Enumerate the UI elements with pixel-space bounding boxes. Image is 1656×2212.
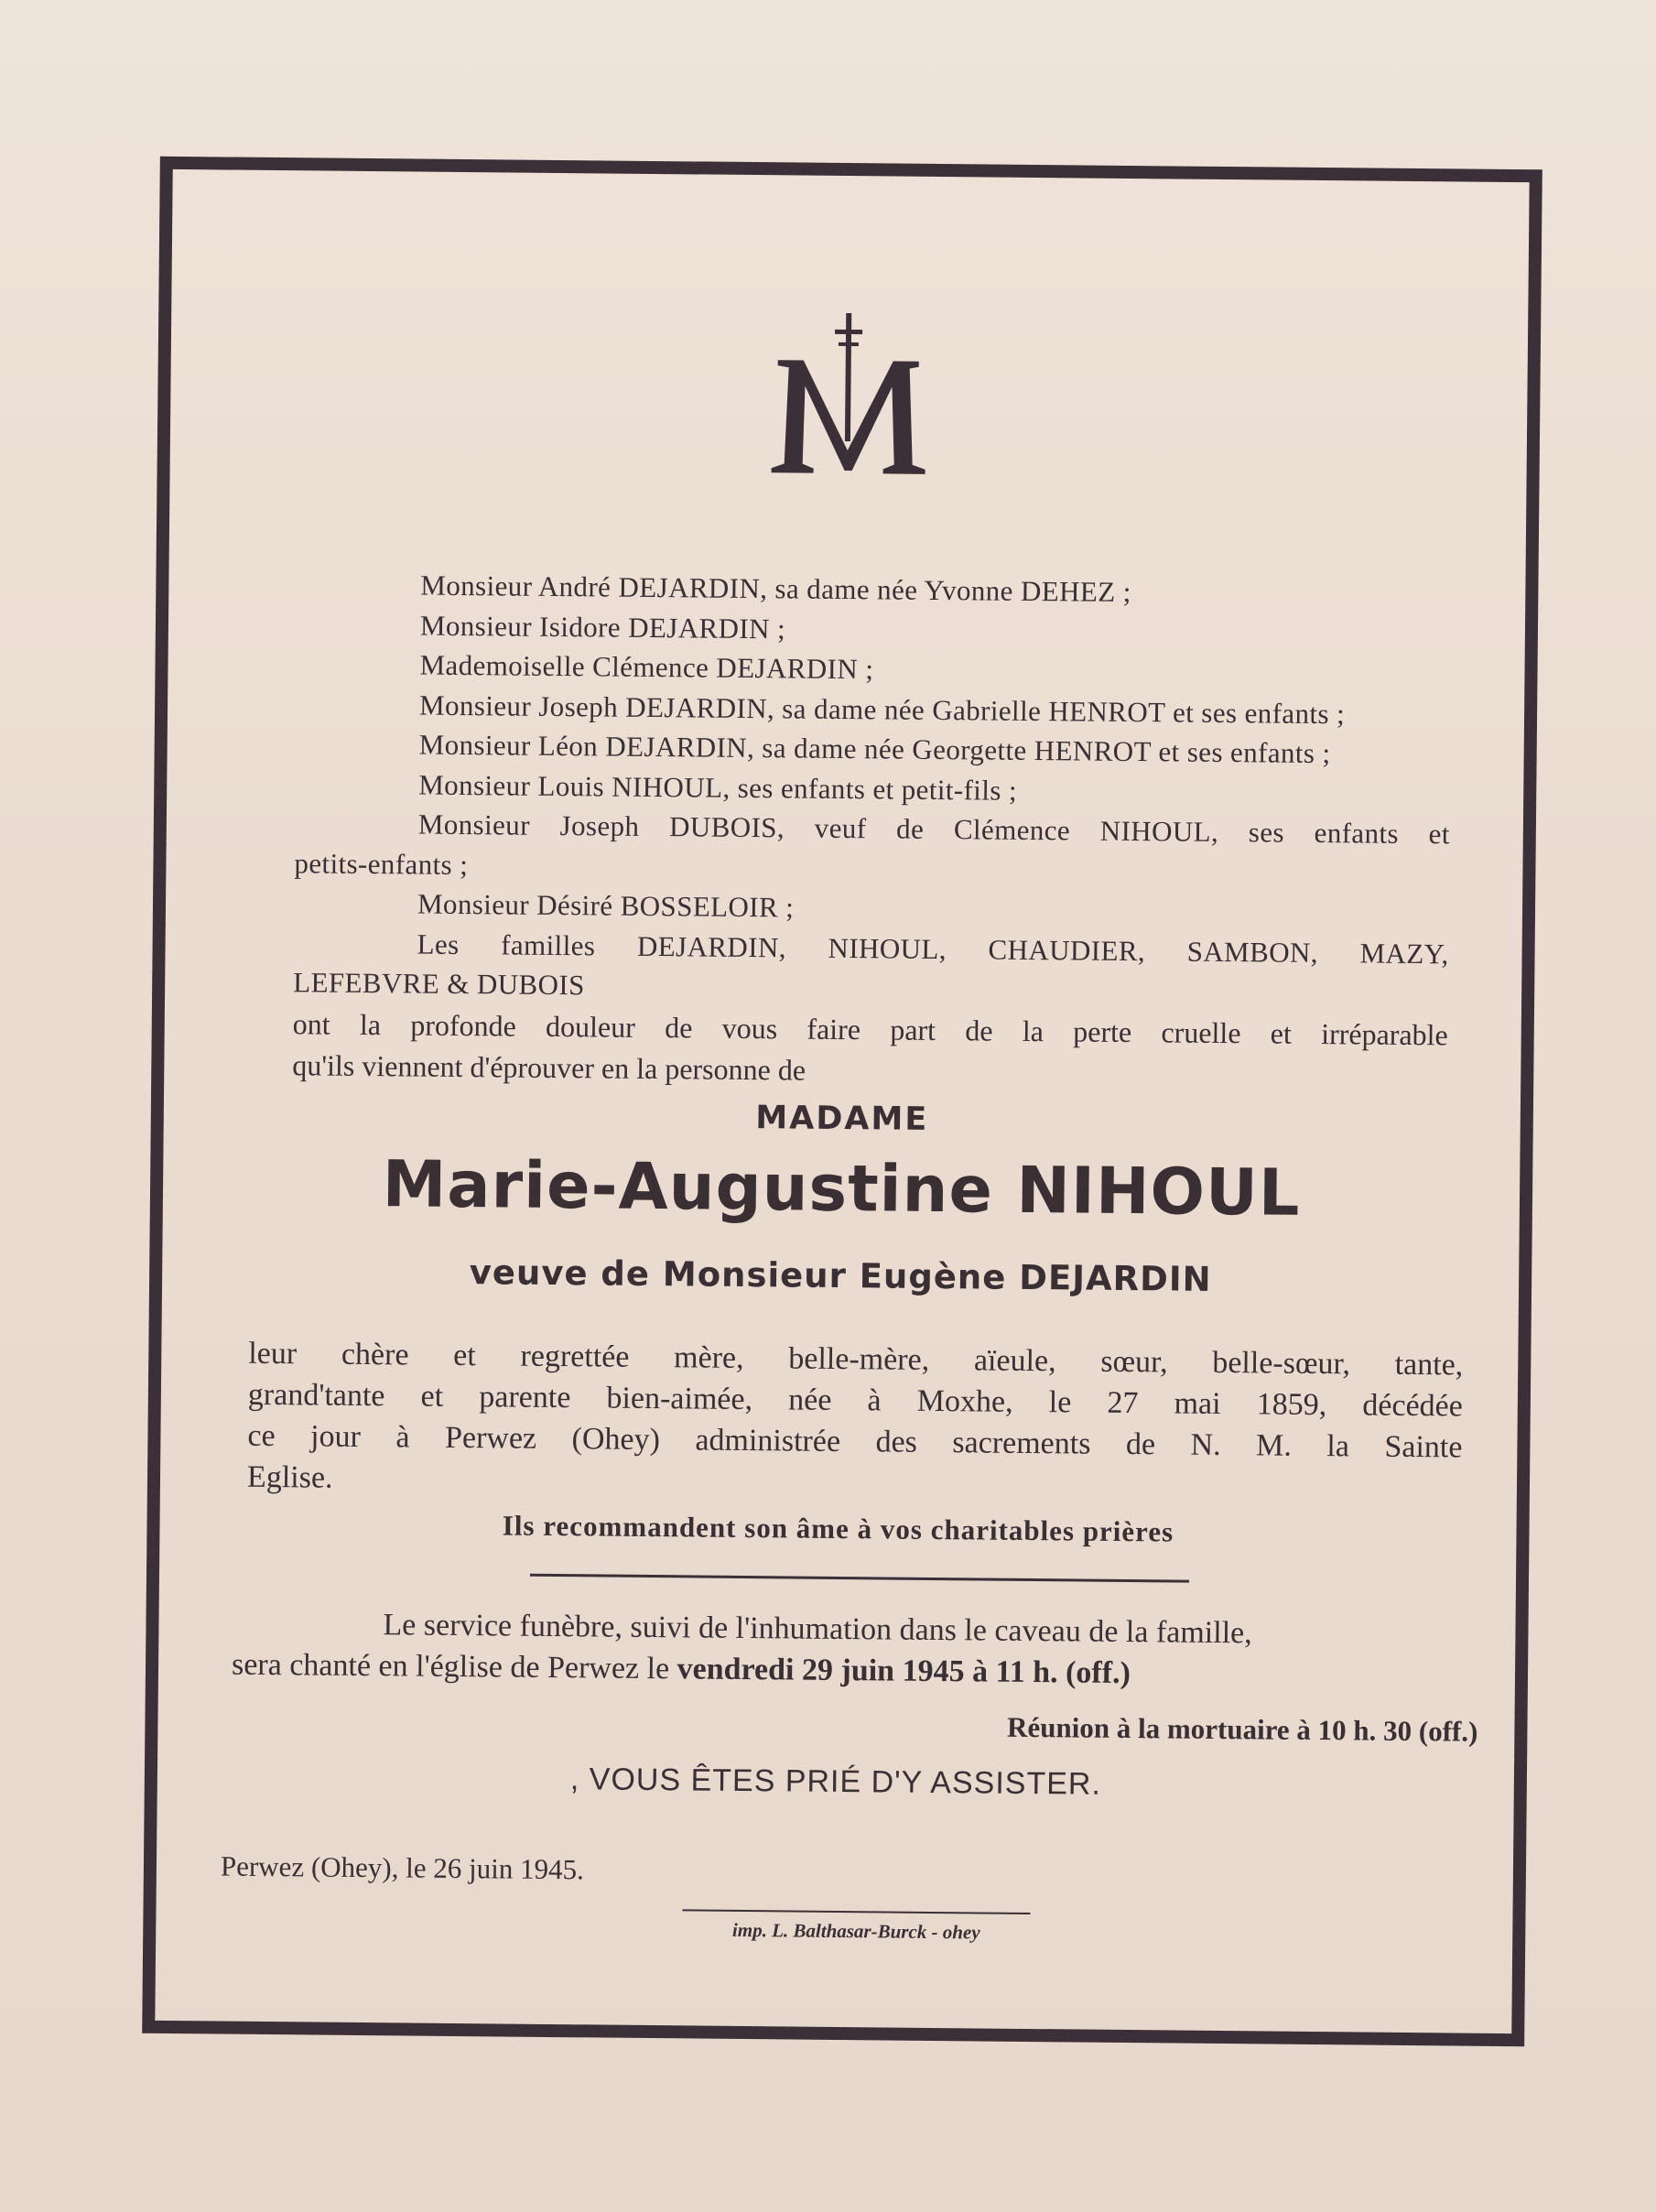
mourner-line: Monsieur Léon DEJARDIN, sa dame née Georgette HENROT et ses enfants ; [418, 728, 1331, 770]
divider-rule [530, 1574, 1189, 1583]
reunion-notice: Réunion à la mortuaire à 10 h. 30 (off.) [1006, 1710, 1478, 1748]
announcement-line: qu'ils viennent d'éprouver en la personne de [292, 1048, 806, 1087]
notice-content [155, 169, 1529, 2033]
mourner-line-continued: LEFEBVRE & DUBOIS [293, 966, 585, 1002]
mourner-line: Monsieur Désiré BOSSELOIR ; [417, 887, 795, 924]
invitation-line: , VOUS ÊTES PRIÉ D'Y ASSISTER. [569, 1762, 1102, 1802]
service-date-time: vendredi 29 juin 1945 à 11 h. (off.) [676, 1652, 1131, 1691]
biography-line: leur chère et regrettée mère, belle-mère, aïeule, sœur, belle-sœur, tante, [248, 1336, 1464, 1382]
honorific-title: MADAME [755, 1100, 929, 1138]
mourners-list [293, 564, 1453, 1014]
mourning-border-frame [142, 157, 1542, 2046]
mourner-line: Monsieur André DEJARDIN, sa dame née Yvonne DEHEZ ; [420, 569, 1131, 609]
marian-cross-m-icon [756, 312, 941, 488]
mourner-line: Monsieur Joseph DEJARDIN, sa dame née Gabrielle HENROT et ses enfants ; [418, 689, 1346, 730]
marian-monogram [756, 312, 941, 488]
prayer-recommendation: Ils recommandent son âme à vos charitables prières [502, 1509, 1174, 1548]
widow-of-line: veuve de Monsieur Eugène DEJARDIN [469, 1252, 1212, 1299]
announcement-line: ont la profonde douleur de vous faire part de la perte cruelle et irréparable [292, 1007, 1448, 1052]
service-line: Le service funèbre, suivi de l'inhumation dans le caveau de la famille, [383, 1608, 1252, 1651]
service-line-plain: sera chanté en l'église de Perwez le [231, 1647, 677, 1686]
biography-line: grand'tante et parente bien-aimée, née à Moxhe, le 27 mai 1859, décédée [247, 1377, 1464, 1424]
printer-credit: imp. L. Balthasar-Burck - ohey [731, 1918, 980, 1944]
biography-line: Eglise. [246, 1459, 333, 1495]
funeral-service-text [232, 1603, 1479, 1697]
mourner-line: Monsieur Louis NIHOUL, ses enfants et petit-fils ; [418, 768, 1018, 807]
mourner-line: Mademoiselle Clémence DEJARDIN ; [419, 648, 874, 686]
mourner-line-continued: petits-enfants ; [294, 846, 469, 881]
mourner-line: Monsieur Joseph DUBOIS, veuf de Clémence NIHOUL, ses enfants et [417, 808, 1451, 851]
deceased-name: Marie-Augustine NIHOUL [382, 1146, 1301, 1231]
biography-line: ce jour à Perwez (Ohey) administrée des sacrements de N. M. la Sainte [247, 1418, 1463, 1465]
place-and-date: Perwez (Ohey), le 26 juin 1945. [220, 1849, 584, 1886]
mourner-line: Monsieur Isidore DEJARDIN ; [419, 609, 786, 645]
printer-rule [683, 1909, 1031, 1914]
mourner-line: Les familles DEJARDIN, NIHOUL, CHAUDIER, SAMBON, MAZY, [417, 927, 1449, 970]
announcement-text [292, 1003, 1448, 1097]
biography-text [247, 1333, 1464, 1510]
